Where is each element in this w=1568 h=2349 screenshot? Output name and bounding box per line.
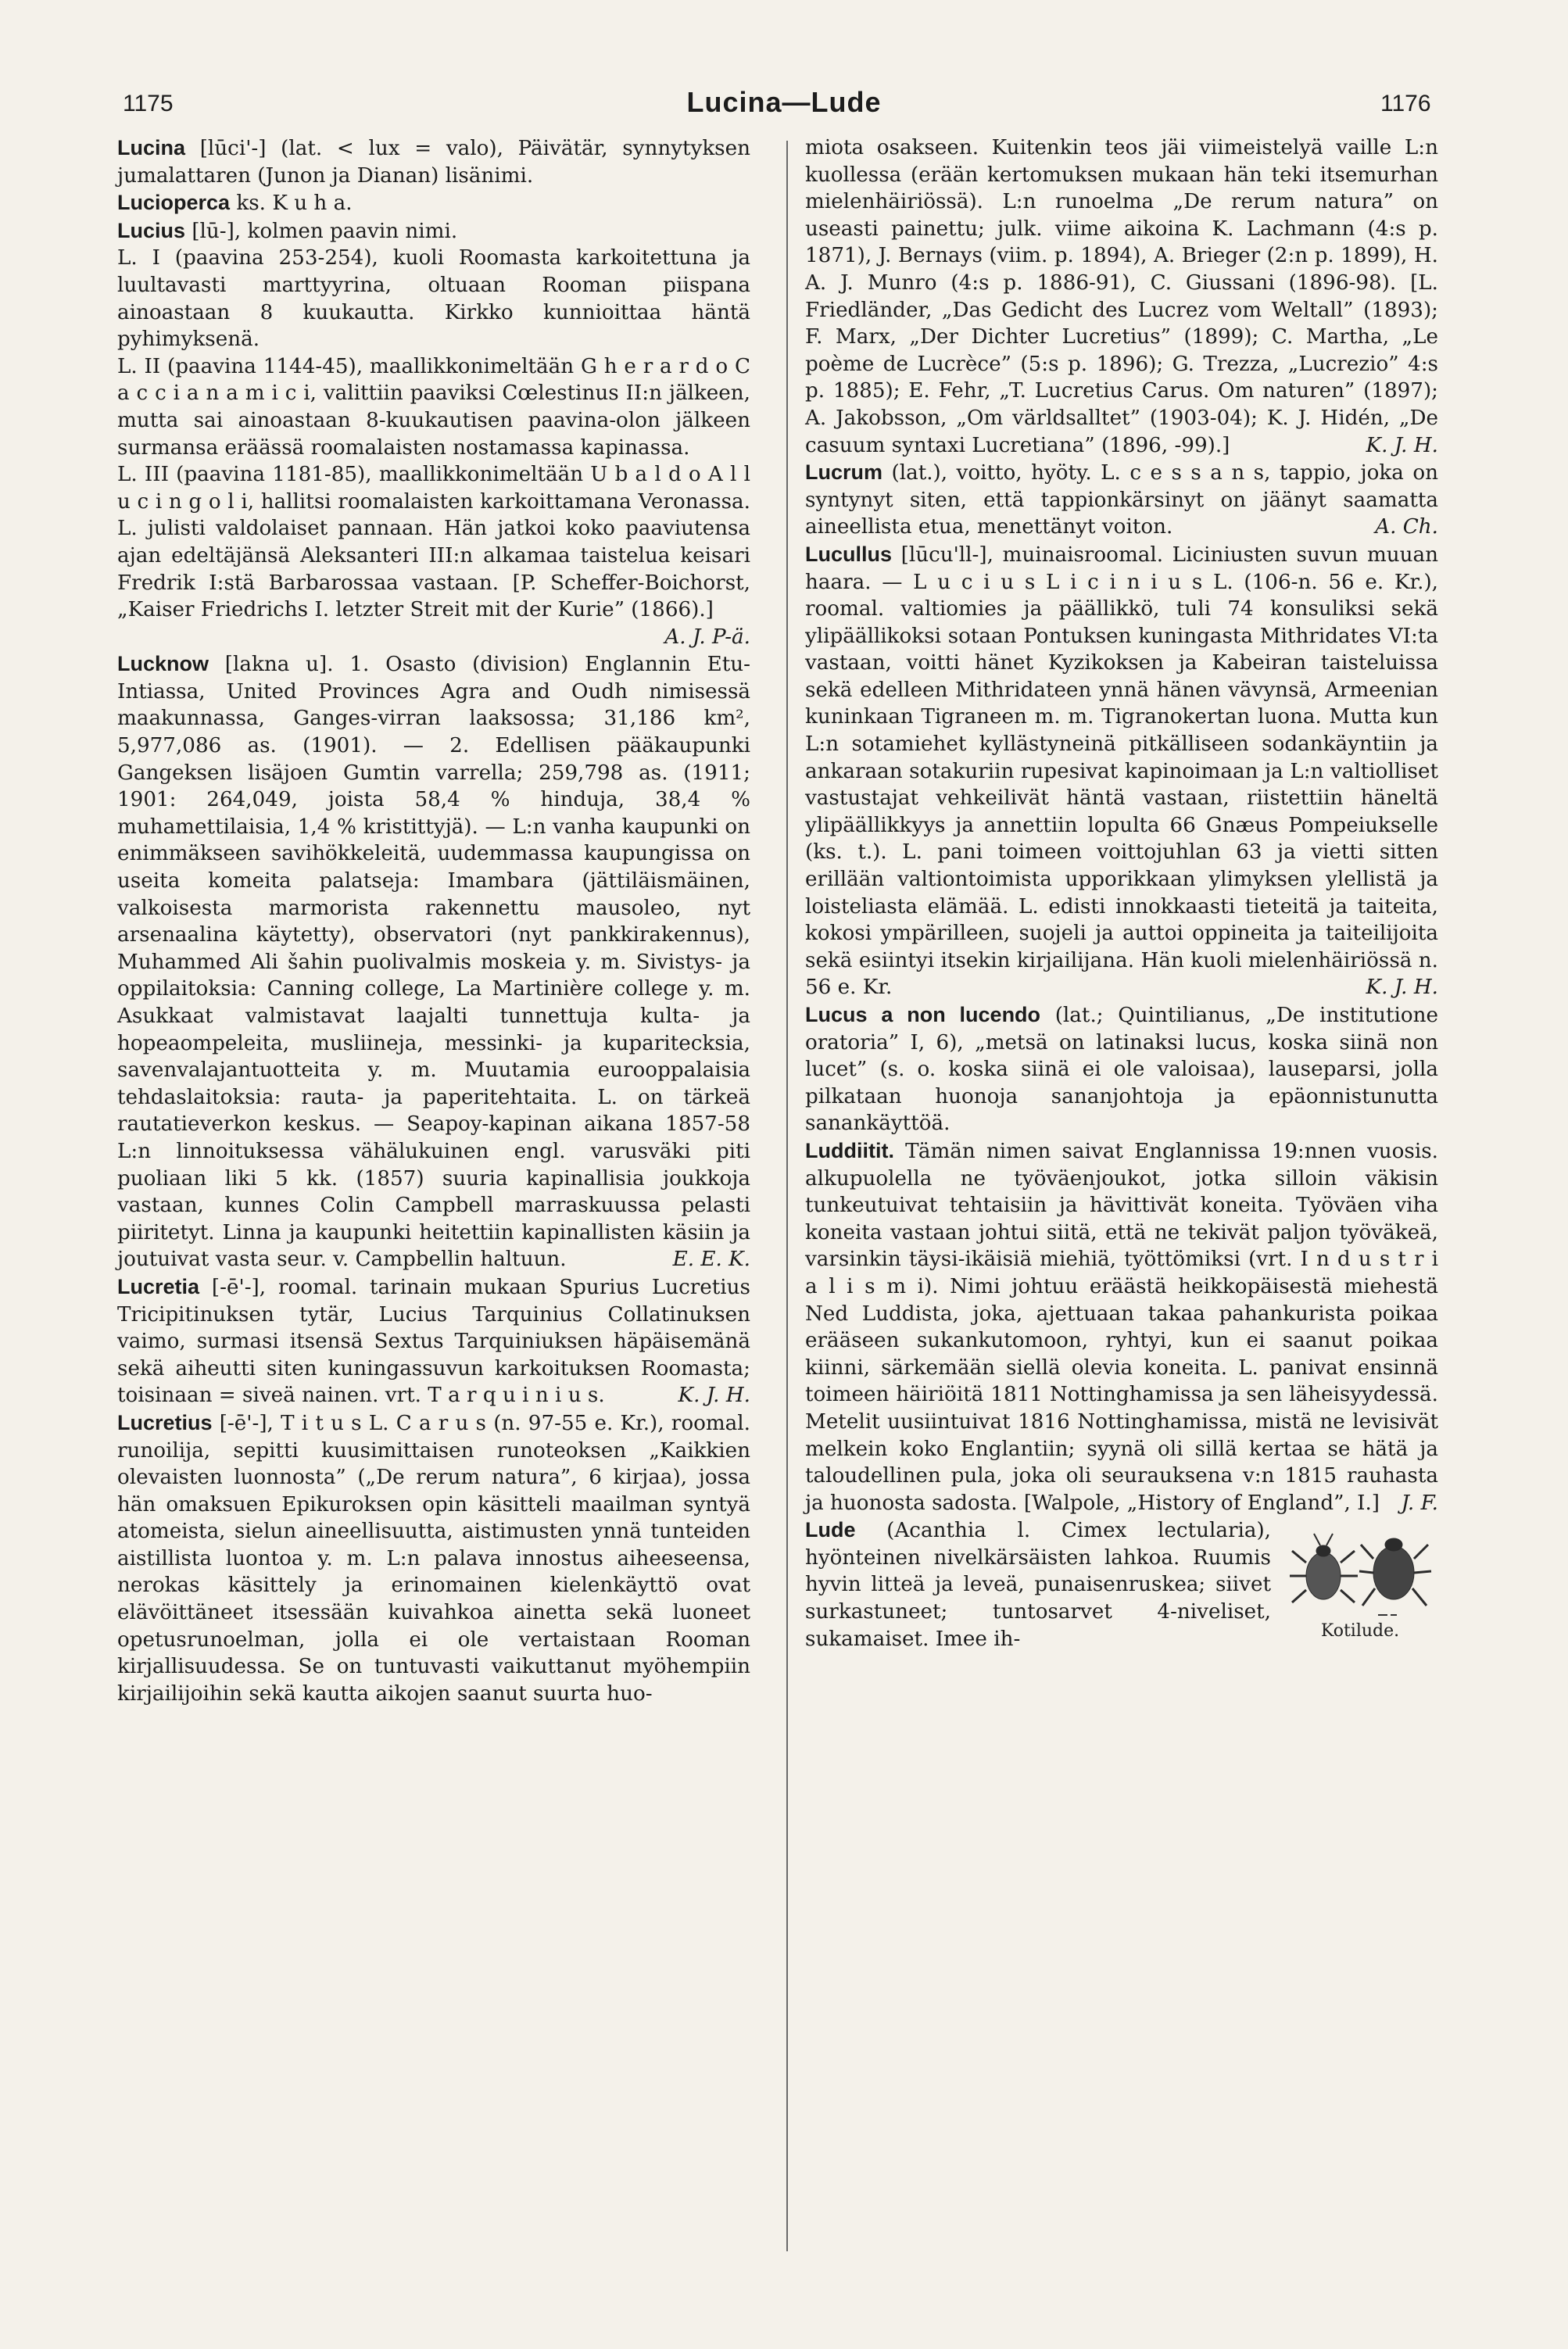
column-divider — [786, 141, 788, 2251]
dictionary-entry — [805, 1001, 1438, 1137]
entry-text: [lūcu'll-], muinaisroomal. Liciniusten suvun muuan haara. — L u c i u s L i c i n i u s L. (106-n. 56 e. Kr.), roomal. valtiomies ja päällikkö, tuli 74 konsuliksi sekä ylipäällikoksi sotaan Pontuksen kuningasta Mithridates VI:ta vastaan, voitti hänet Kyzikoksen ja Kabeiran taisteluissa sekä edelleen Mithridateen ynnä hänen vävynsä, Armeenian kuninkaan Tigraneen m. m. Tigranokertan luona. Mutta kun L:n sotamiehet kyllästyneinä pitkälliseen sodankäyntiin ja ankaraan sotakuriin rupesivat kapinoimaan ja L:n valtiolliset vastustajat vehkeilivät häntä vastaan, riistettiin häneltä ylipäällikkyys ja annettiin lopulta 66 Gnæus Pompeiukselle (ks. t.). L. pani toimeen voittojuhlan 63 ja vietti sitten erillään valtiontoimista upporikkaan ylimyksen ylellistä ja loisteliasta elämää. L. edisti innokkaasti tieteitä ja taiteita, kokosi ympärilleen, suojeli ja auttoi oppineita ja taiteilijoita sekä esiintyi itsekin kirjailijana. Hän kuoli mielenhäiriössä n. 56 e. Kr. — [805, 542, 1438, 1000]
entry-text: L. II (paavina 1144-45), maallikkonimeltään G h e r a r d o C a c c i a n a m i c i, valittiin paaviksi Cœlestinus II:n jälkeen, mutta sai ainoastaan 8-kuukautisen paavina-olon jälkeen surmansa eräässä roomalaisten nostamassa kapinassa. — [117, 354, 750, 460]
entry-headword: Lucioperca — [117, 191, 231, 215]
author-signature: A. Ch. — [1375, 515, 1438, 539]
page-header — [0, 86, 1568, 133]
dictionary-entry — [805, 134, 1438, 459]
author-signature: K. J. H. — [1366, 976, 1438, 1000]
entry-headword: Lucus a non lucendo — [805, 1003, 1041, 1026]
entry-text: [lū-], kolmen paavin nimi. — [185, 219, 458, 243]
dictionary-entry — [117, 1409, 750, 1708]
dictionary-entry — [805, 1516, 1438, 1653]
entry-text: [-ē'-], T i t u s L. C a r u s (n. 97-55 e. Kr.), roomal. runoilija, sepitti kuusimittaisen runoteoksen „Kaikkien olevaisten luonnosta” („De rerum natura”, 6 kirjaa), jossa hän omaksuen Epikuroksen opin käsitteli maailman syntyä atomeista, sielun aineellisuutta, aistimusten ynnä tunteiden aistillista luontoa y. m. L:n palava innostus aiheeseensa, nerokas käsittely ja erinomainen kielenkäyttö ovat elävöittäneet itsessään kuivahkoa ainetta sekä luoneet opetusrunoelman, jolla ei ole vertaistaan Rooman kirjallisuudessa. Se on tuntuvasti vaikuttanut myöhempiin kirjailijoihin sekä kautta aikojen saanut suurta huo- — [117, 1411, 750, 1706]
entry-text: (Acanthia l. Cimex lectularia), hyönteinen nivelkärsäisten lahkoa. Ruumis hyvin litteä ja leveä, punaisenruskea; siivet surkastuneet; tuntosarvet 4-niveliset, sukamaiset. Imee ih- — [805, 1519, 1271, 1651]
dictionary-entry — [117, 1273, 750, 1409]
dictionary-entry — [117, 353, 750, 461]
dictionary-entry — [117, 217, 750, 245]
entry-headword: Lude — [805, 1518, 856, 1542]
right-column — [805, 134, 1438, 1653]
dictionary-entry — [117, 134, 750, 189]
entry-headword: Lucina — [117, 136, 186, 159]
entry-text: [lūci'-] (lat. < lux = valo), Päivätär, synnytyksen jumalattaren (Junon ja Dianan) lisänimi. — [117, 137, 750, 188]
dictionary-entry — [117, 461, 750, 650]
entry-text: miota osakseen. Kuitenkin teos jäi viimeistelyä vaille L:n kuollessa (erään kertomuksen mukaan hän teki itsemurhan mielenhäiriössä). L:n runoelma „De rerum natura” on useasti painettu; julk. viime aikoina K. Lachmann (4:s p. 1871), J. Bernays (viim. p. 1894), A. Brieger (2:n p. 1899), H. A. J. Munro (4:s p. 1886-91), C. Giussani (1896-98). [L. Friedländer, „Das Gedicht des Lucrez vom Weltall” (1893); F. Marx, „Der Dichter Lucretius” (1899); C. Martha, „Le poème de Lucrèce” (5:s p. 1896); G. Trezza, „Lucrezio” 4:s p. 1885); E. Fehr, „T. Lucretius Carus. Om naturen” (1897); A. Jakobsson, „Om världsalltet” (1903-04); K. J. Hidén, „De casuum syntaxi Lucretiana” (1896, -99).] — [805, 136, 1438, 457]
entry-text: L. III (paavina 1181-85), maallikkonimeltään U b a l d o A l l u c i n g o l i, hallitsi roomalaisten karkoittamana Veronassa. L. julisti valdolaiset pannaan. Hän jatkoi koko paaviutensa ajan edeltäjänsä Aleksanteri III:n alkamaa taistelua keisari Fredrik I:stä Barbarossaa vastaan. [P. Scheffer-Boichorst, „Kaiser Friedrichs I. letzter Streit mit der Kurie” (1866).] — [117, 463, 750, 622]
entry-headword: Lucretia — [117, 1274, 200, 1298]
dictionary-entry — [117, 650, 750, 1273]
entry-text: [lakna u]. 1. Osasto (division) Englannin Etu-Intiassa, United Provinces Agra and Oudh nimisessä maakunnassa, Ganges-virran laaksossa; 31,186 km², 5,977,086 as. (1901). — 2. Edellisen pääkaupunki Gangeksen lisäjoen Gumtin varrella; 259,798 as. (1911; 1901: 264,049, joista 58,4 % hinduja, 38,4 % muhamettilaisia, 1,4 % kristittyjä). — L:n vanha kaupunki on enimmäkseen savihökkeleitä, uudemmassa kaupungissa on useita komeita palatseja: Imambara (jättiläismäinen, valkoisesta marmorista rakennettu mausoleo, nyt arsenaalina käytetty), observatori (nyt pankkirakennus), Muhammed Ali šahin puolivalmis moskeia y. m. Sivistys- ja oppilaitoksia: Canning college, La Martinière college y. m. Asukkaat valmistavat laajalti tunnettuja kulta- ja hopeaompeleita, musliineja, messinki- ja kuparitecksia, savenvalajantuotteita y. m. Muutamia eurooppalaisia tehdaslaitoksia: rauta- ja paperitehtaita. L. on tärkeä rautatieverkon keskus. — Seapoy-kapinan aikana 1857-58 L:n linnoituksessa vähälukuinen engl. varusväki piti puoliaan liki 5 kk. (1857) suuria kapinallisia joukkoja vastaan, kunnes Colin Campbell marraskuussa pelasti piiritetyt. Linna ja kaupunki heitettiin kapinallisten käsiin ja joutuivat vasta seur. v. Campbellin haltuun. — [117, 653, 750, 1272]
author-signature: E. E. K. — [672, 1248, 750, 1272]
entry-text: (lat.), voitto, hyöty. L. c e s s a n s, tappio, joka on syntynyt siten, että tappionkärsinyt on jäänyt saamatta aineellista etua, menettänyt voiton. — [805, 461, 1438, 539]
author-signature: J. F. — [1401, 1491, 1438, 1515]
entry-headword: Lucknow — [117, 652, 209, 676]
author-signature: A. J. P-ä. — [664, 625, 750, 649]
entry-text: Tämän nimen saivat Englannissa 19:nnen vuosis. alkupuolella ne työväenjoukot, jotka silloin väkisin tunkeutuivat tehtaisiin ja hävittivät koneita. Työväen viha koneita vastaan johtui siitä, että ne tekivät paljon työväkeä, varsinkin täysi-ikäisiä miehiä, työttömiksi (vrt. I n d u s t r i a l i s m i). Nimi johtuu eräästä heikkopäisestä miehestä Ned Luddista, joka, ajettuaan takaa pahankurista poikaa erääseen sukankutomoon, ryhtyi, kun ei saanut poikaa kiinni, särkemään siellä olevia koneita. L. panivat ensinnä toimeen häiriöitä 1811 Nottinghamissa ja sen läheisyydessä. Metelit uusiintuivat 1816 Nottinghamissa, mistä ne levisivät melkein koko Englantiin; syynä oli sillä kertaa se hätä ja taloudellinen pula, joka oli seurauksena v:n 1815 rauhasta ja huonosta sadosta. [Walpole, „History of England”, I.] — [805, 1139, 1438, 1515]
author-signature: K. J. H. — [1366, 433, 1438, 457]
page-number-left: 1175 — [123, 91, 174, 116]
dictionary-entry — [117, 189, 750, 217]
running-title: Lucina—Lude — [686, 86, 882, 118]
entry-headword: Lucullus — [805, 542, 893, 566]
dictionary-entry — [805, 459, 1438, 541]
dictionary-entry — [805, 1137, 1438, 1516]
bedbug-icon — [1286, 1527, 1434, 1621]
entry-headword: Lucretius — [117, 1410, 213, 1434]
entry-text: ks. K u h a. — [230, 192, 353, 216]
bedbug-figure — [1282, 1527, 1438, 1642]
dictionary-entry — [805, 541, 1438, 1001]
entry-headword: Luddiitit. — [805, 1138, 894, 1162]
figure-caption: Kotilude. — [1320, 1621, 1400, 1642]
entry-headword: Lucius — [117, 218, 186, 242]
entry-text: L. I (paavina 253-254), kuoli Roomasta karkoitettuna ja luultavasti marttyyrina, oltuaan Rooman piispana ainoastaan 8 kuukautta. Kirkko kunnioittaa häntä pyhimyksenä. — [117, 246, 750, 352]
dictionary-entry — [117, 245, 750, 353]
entry-headword: Lucrum — [805, 460, 883, 485]
author-signature: K. J. H. — [678, 1384, 750, 1408]
entry-text: (lat.; Quintilianus, „De institutione oratoria” I, 6), „metsä on latinaksi lucus, koska siinä non lucet” (s. o. koska siinä ei ole valoisaa), lauseparsi, jolla pilkataan huonoja sananjohtoja ja epäonnistunutta sanankäyttöä. — [805, 1004, 1438, 1136]
page-number-right: 1176 — [1380, 91, 1431, 116]
entry-text: [-ē'-], roomal. tarinain mukaan Spurius Lucretius Tricipitinuksen tytär, Lucius Tarquinius Collatinuksen vaimo, surmasi itsensä Sextus Tarquiniuksen häpäisemänä sekä aiheutti siten kuningassuvun karkoituksen Roomasta; toisinaan = siveä nainen. vrt. T a r q u i n i u s. — [117, 1275, 750, 1408]
left-column — [117, 134, 750, 1707]
